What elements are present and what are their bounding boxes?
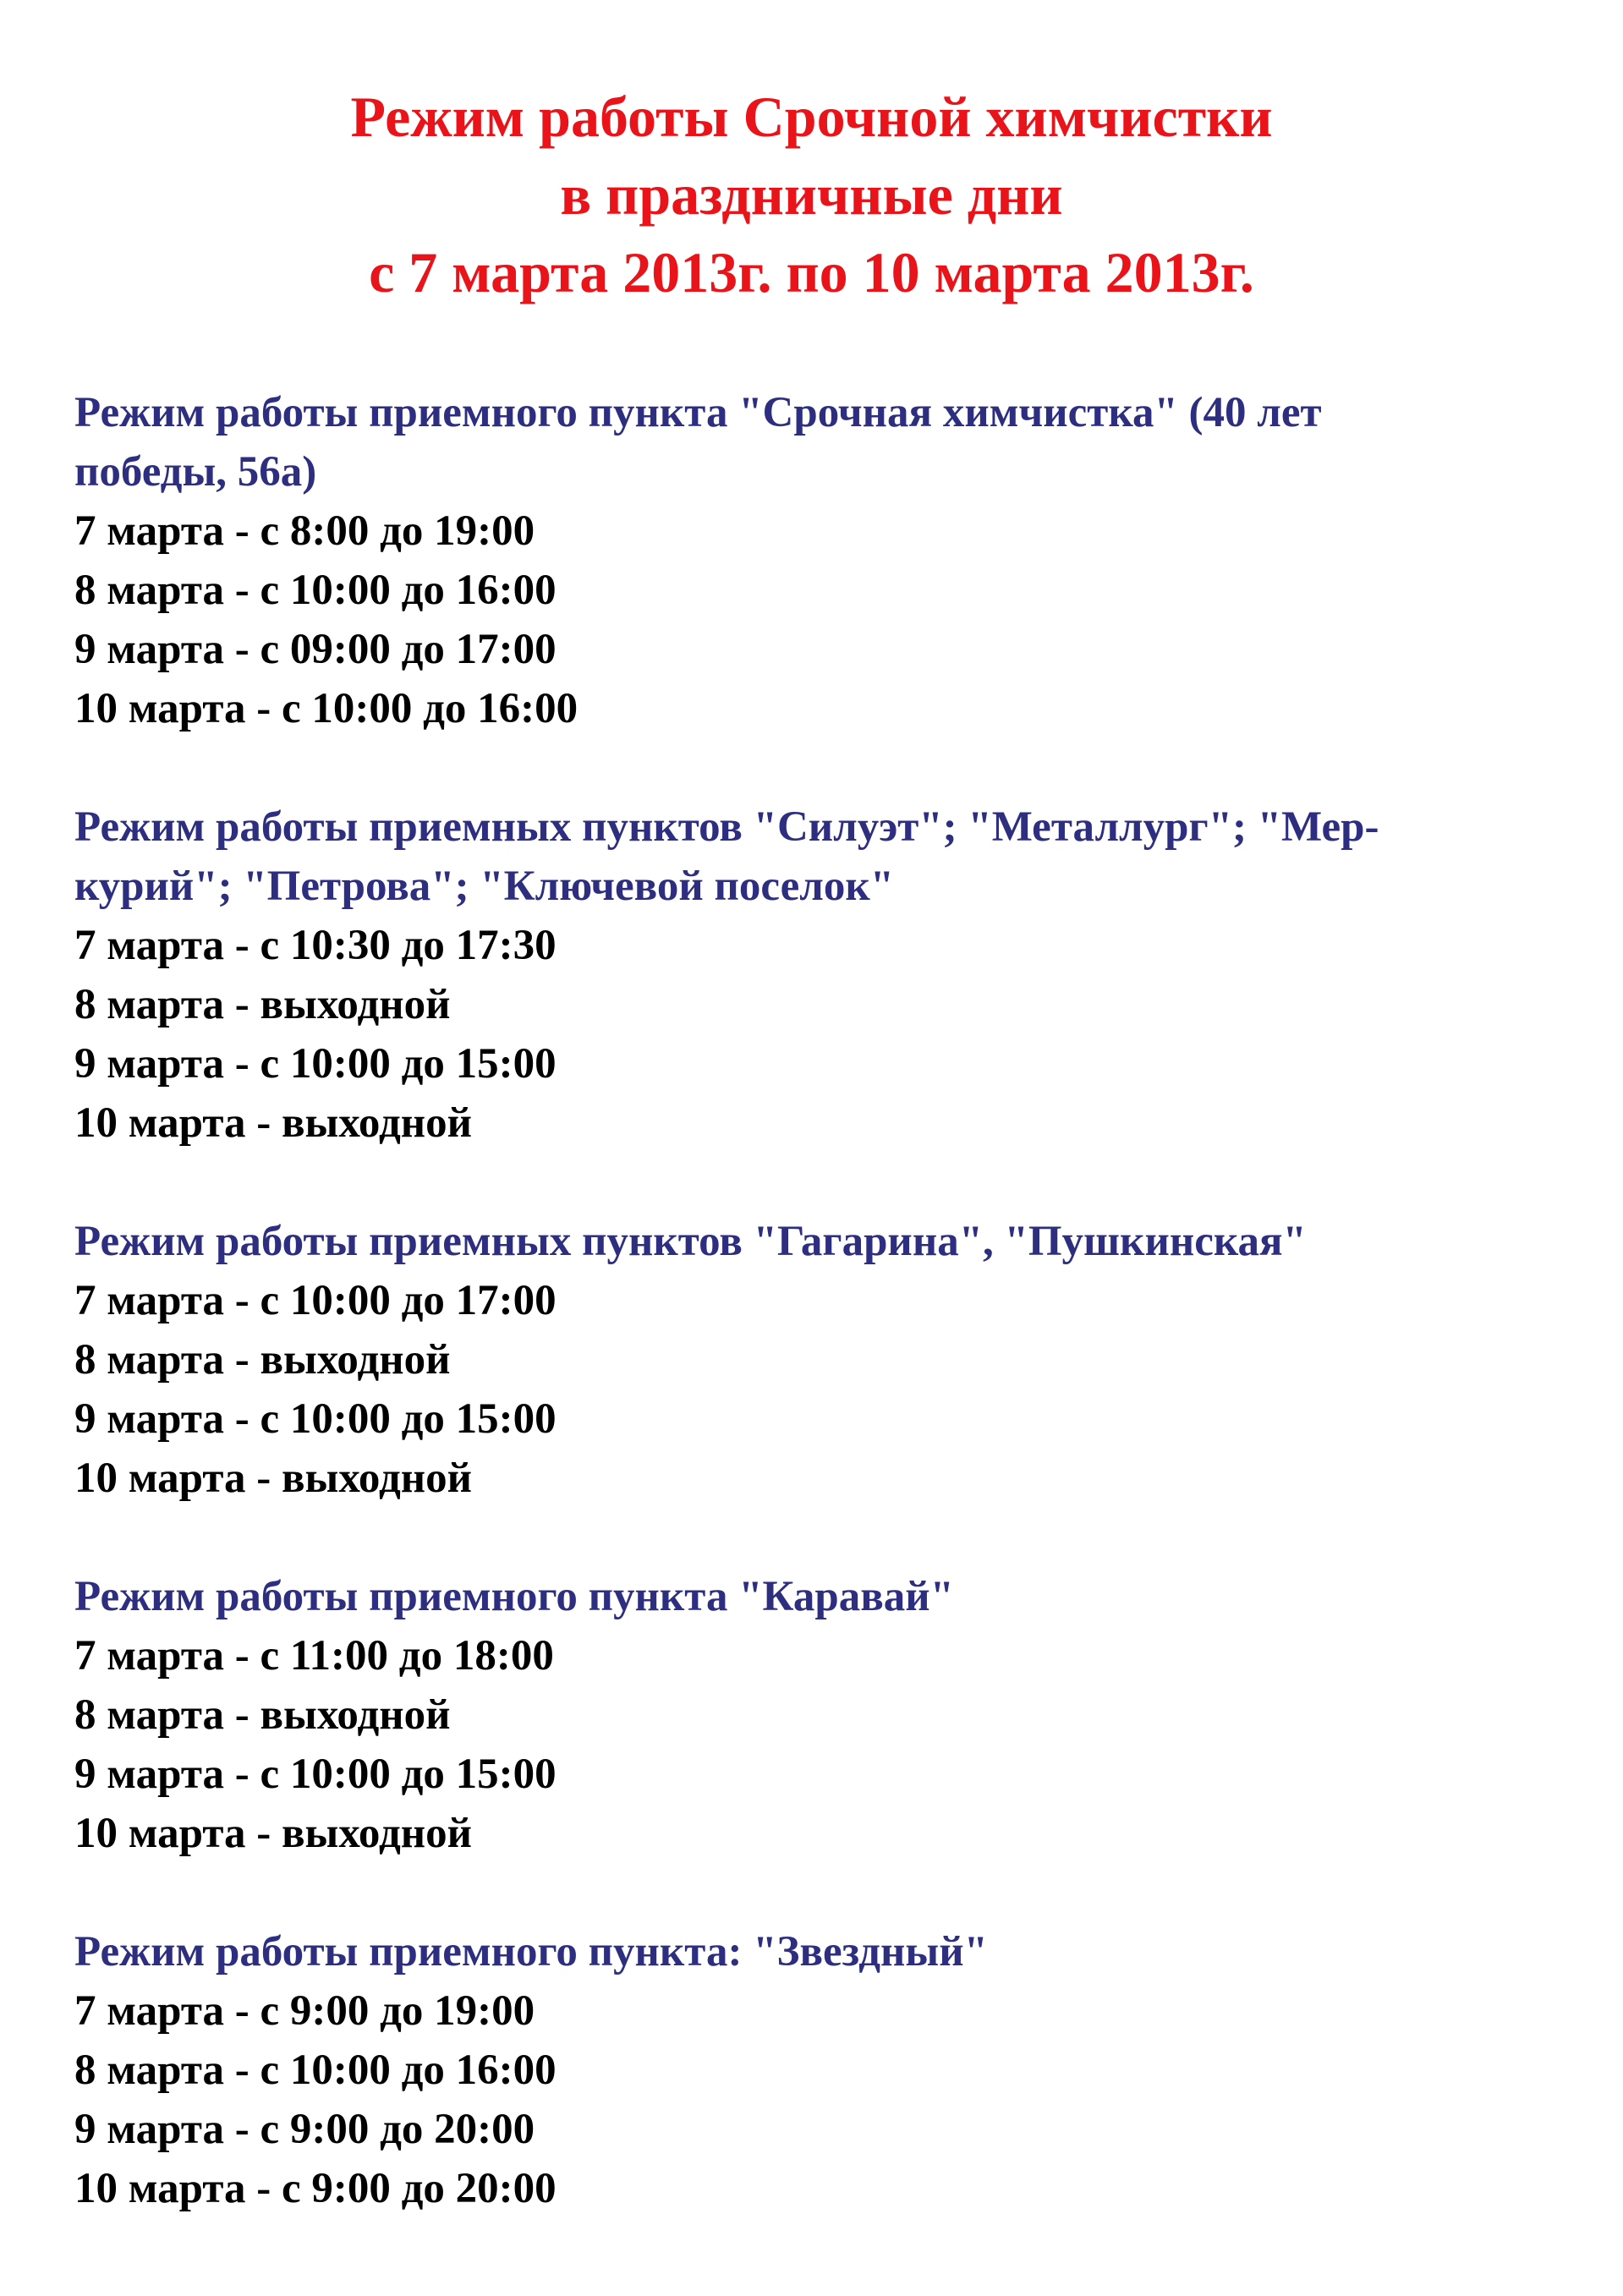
section-heading-line: Режим работы приемного пункта: "Звездный" [74, 1928, 988, 1975]
schedule-item: 9 марта - с 10:00 до 15:00 [74, 1395, 557, 1443]
section-heading [74, 1922, 1580, 1981]
schedule-item: 8 марта - выходной [74, 981, 451, 1028]
schedule-item: 10 марта - с 10:00 до 16:00 [74, 685, 578, 732]
section-heading [74, 1212, 1580, 1271]
schedule-item: 8 марта - с 10:00 до 16:00 [74, 2047, 557, 2094]
schedule-item: 10 марта - выходной [74, 1455, 473, 1502]
section-heading-line: Режим работы приемного пункта "Каравай" [74, 1573, 954, 1620]
schedule-item: 7 марта - с 10:00 до 17:00 [74, 1277, 557, 1324]
schedule-section-gagarina-group [74, 1212, 1580, 1508]
schedule-item: 7 марта - с 11:00 до 18:00 [74, 1632, 554, 1680]
title-line: с 7 марта 2013г. по 10 марта 2013г. [369, 240, 1254, 304]
schedule-item: 7 марта - с 10:30 до 17:30 [74, 922, 557, 969]
section-heading-line: Режим работы приемных пунктов "Гагарина", "Пушкинская" [74, 1218, 1307, 1265]
section-heading [74, 383, 1580, 501]
schedule-item: 10 марта - выходной [74, 1099, 473, 1147]
schedule-list [74, 1981, 1580, 2218]
schedule-section-srochnaya [74, 383, 1580, 738]
schedule-section-siluet-group [74, 797, 1580, 1153]
schedule-item: 8 марта - с 10:00 до 16:00 [74, 567, 557, 614]
section-heading-line: Режим работы приемного пункта "Срочная химчистка" (40 лет [74, 389, 1322, 436]
schedule-item: 10 марта - с 9:00 до 20:00 [74, 2165, 557, 2212]
page-title [0, 78, 1623, 311]
schedule-section-karavay [74, 1567, 1580, 1863]
section-heading-line: Режим работы приемных пунктов "Силуэт"; "Металлург"; "Мер- [74, 803, 1379, 851]
schedule-list [74, 916, 1580, 1153]
title-line: в праздничные дни [560, 162, 1063, 227]
schedule-item: 10 марта - выходной [74, 1810, 473, 1857]
schedule-item: 9 марта - с 10:00 до 15:00 [74, 1751, 557, 1798]
schedule-list [74, 1271, 1580, 1508]
section-heading [74, 1567, 1580, 1626]
schedule-section-zvezdny [74, 1922, 1580, 2218]
schedule-list [74, 501, 1580, 738]
section-heading [74, 797, 1580, 916]
title-line: Режим работы Срочной химчистки [350, 85, 1273, 149]
section-heading-line: курий"; "Петрова"; "Ключевой поселок" [74, 863, 895, 910]
schedule-item: 9 марта - с 10:00 до 15:00 [74, 1040, 557, 1088]
schedule-item: 9 марта - с 09:00 до 17:00 [74, 626, 557, 673]
schedule-item: 8 марта - выходной [74, 1691, 451, 1739]
schedule-item: 8 марта - выходной [74, 1336, 451, 1384]
section-heading-line: победы, 56а) [74, 448, 317, 496]
schedule-item: 7 марта - с 9:00 до 19:00 [74, 1987, 535, 2035]
schedule-item: 9 марта - с 9:00 до 20:00 [74, 2106, 535, 2153]
schedule-list [74, 1626, 1580, 1863]
schedule-item: 7 марта - с 8:00 до 19:00 [74, 507, 535, 555]
